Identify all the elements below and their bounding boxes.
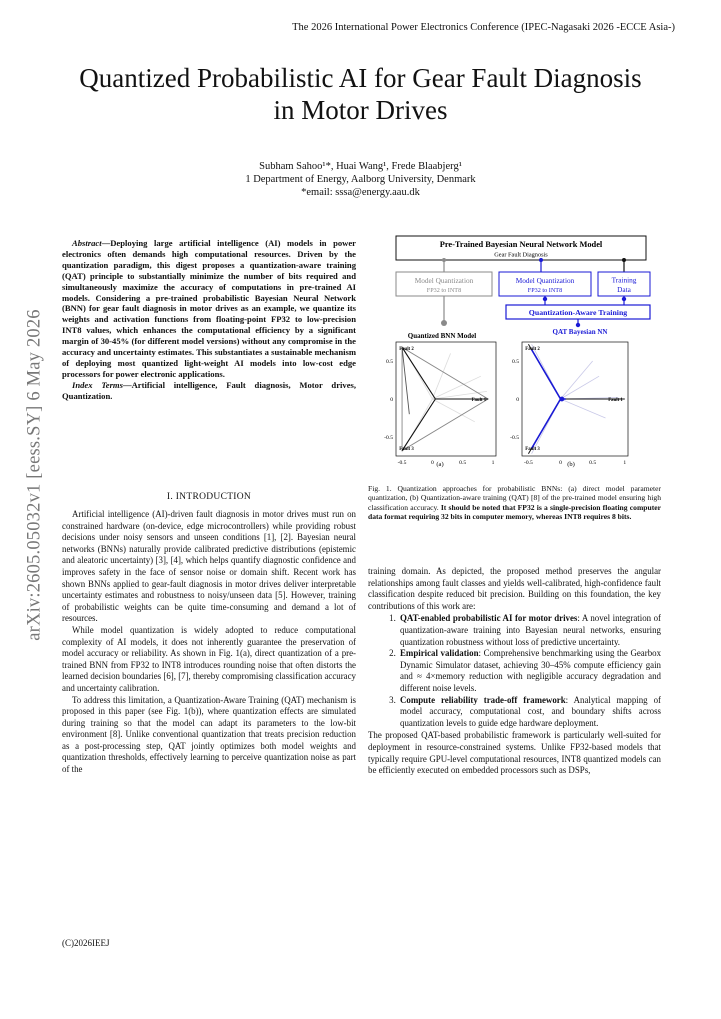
contribution-3-title: Compute reliability trade-off framework — [400, 694, 566, 705]
training-data-line-1: Training — [611, 275, 637, 285]
abstract-label: Abstract — [72, 238, 102, 248]
y-tick-label: -0.5 — [384, 435, 393, 441]
x-tick-label: 0 — [559, 460, 562, 466]
fault-3-label: Fault 3 — [525, 447, 540, 453]
y-tick-label: 0 — [516, 397, 519, 403]
connector-dot — [543, 297, 547, 301]
arxiv-stamp — [24, 275, 46, 675]
x-tick-label: 1 — [623, 460, 627, 466]
contributions-list — [368, 613, 661, 729]
x-tick-label: 0 — [430, 460, 434, 466]
origin-point — [559, 397, 564, 402]
figure-1 — [366, 232, 664, 472]
right-column-text — [368, 566, 661, 777]
introduction-text — [62, 509, 356, 776]
x-tick-label: -0.5 — [523, 460, 533, 466]
connector-dot — [441, 320, 447, 326]
mq-direct-title: Model Quantization — [414, 276, 474, 285]
qat-box-label: Quantization-Aware Training — [528, 308, 628, 318]
x-tick-label: -0.5 — [397, 460, 407, 466]
plot-a-title: Quantized BNN Model — [407, 332, 477, 340]
contribution-1-title: QAT-enabled probabilistic AI for motor drives — [400, 613, 578, 624]
plot-a — [384, 342, 496, 466]
plot-b-title: QAT Bayesian NN — [552, 328, 608, 336]
section-heading: I. INTRODUCTION — [166, 492, 252, 502]
y-tick-label: 0 — [390, 397, 393, 403]
figure-caption — [368, 484, 661, 522]
training-data-line-2: Data — [617, 285, 631, 294]
author-block — [40, 160, 681, 199]
x-tick-label: 1 — [491, 460, 495, 466]
plot-a-label: (a) — [436, 461, 444, 468]
contribution-item — [398, 648, 661, 694]
y-tick-label: 0.5 — [512, 359, 519, 365]
plot-b — [510, 342, 628, 466]
mq-qat-title: Model Quantization — [515, 276, 575, 285]
author-names: Subham Sahoo¹*, Huai Wang¹, Frede Blaabjerg¹ — [259, 161, 462, 172]
connector-dot — [442, 258, 446, 262]
connector-dot — [622, 297, 626, 301]
fault-3-label: Fault 3 — [399, 447, 414, 453]
intro-paragraph-3: To address this limitation, a Quantization-Aware Training (QAT) mechanism is proposed in this paper (see Fig. 1(b)), where quantization effects are simulated during training so that the model can adapt its parameters to the low-bit environment [8]. Unlike conventional quantization that treats precision reduction as a post-processing step, QAT jointly optimizes both model weights and quantization thresholds, effectively learning to perceive quantization noise as part of the — [62, 694, 356, 775]
right-paragraph-2: The proposed QAT-based probabilistic framework is particularly well-suited for deployment in resource-constrained systems. Unlike FP32-based models that typically require GPU-level computational resources, INT8 quantized models can be efficiently executed on embedded processors such as DSPs, — [368, 730, 661, 776]
index-terms-text: —Artificial intelligence, Fault diagnosis, Motor drives, Quantization. — [62, 379, 356, 401]
abstract-text: —Deploying large artificial intelligence (AI) models in power electronics often demands high computational resources. Driven by the quantization paradigm, this digest proposes a quantization-aware training (QAT) principle to substantially minimize the number of bits required and simultaneously maximize the accuracy of computations in pre-trained AI models. Considering a pre-trained probabilistic Bayesian Neural Network (BNN) for gear fault diagnosis in motor drives as an example, we quantize its weights and activation functions from floating-point FP32 to low-precision INT8 values, which enhances the computational efficiency by a significant margin of 30-45% (for different model versions) without any compromise in the accuracy and uncertainty estimates. This substantiates a sustainable mechanism of deploying most quantized light-weight AI models into low-cost edge processors for power electronic applications. — [62, 238, 356, 379]
fault-1-label: Fault 1 — [471, 398, 487, 403]
arxiv-stamp-text: arXiv:2605.05032v1 [eess.SY] 6 May 2026 — [24, 309, 45, 641]
caption-bold: It should be noted that FP32 is a single-precision floating computer data format requiring 32 bits in computer memory, whereas INT8 requires 8 bits. — [368, 502, 661, 522]
intro-paragraph-2: While model quantization is widely adopted to reduce computational complexity of AI models, it does not inherently guarantee the preservation of model accuracy or reliability. As shown in Fig. 1(a), direct quantization of a pre-trained BNN from FP32 to INT8 introduces rounding noise that often distorts the learned decision boundaries [6], [7], thereby compromising classification accuracy and uncertainty calibration. — [62, 624, 356, 693]
y-tick-label: -0.5 — [510, 435, 519, 441]
mq-direct-subtitle: FP32 to INT8 — [426, 287, 462, 294]
pretrained-model-title: Pre-Trained Bayesian Neural Network Model — [439, 240, 603, 249]
connector-dot — [576, 323, 580, 327]
title-line-2: in Motor Drives — [273, 95, 448, 125]
contribution-item — [398, 613, 661, 648]
mq-qat-subtitle: FP32 to INT8 — [527, 287, 563, 294]
intro-paragraph-1: Artificial intelligence (AI)-driven fault diagnosis in motor drives must run on constrained hardware (on-device, edge microcontrollers) while providing robust decisions under noisy sensors and unseen conditions [1], [2]. Bayesian neural networks (BNNs) naturally provide calibrated predictive distributions (epistemic and aleatoric uncertainty) [3], [4], which helps quantify diagnostic confidence and improves safety in the face of sensor noise or domain shift. Recent work has shown BNNs applied to gear-fault diagnosis in motor drives deliver interpretable uncertainty estimates and robustness to noisy/unseen data [5]. However, training of probabilistic weights can be quite time-consuming and demand a lot of resources. — [62, 509, 356, 624]
fault-2-label: Fault 2 — [525, 346, 540, 352]
index-terms-label: Index Terms — [72, 379, 123, 390]
y-tick-label: 0.5 — [386, 359, 393, 365]
author-email: *email: sssa@energy.aau.dk — [301, 187, 420, 198]
contribution-1-text: : A novel integration of quantization-aware training into Bayesian neural networks, ensuring quantization robustness without loss of predictive uncertainty. — [400, 613, 661, 647]
contribution-2-text: : Comprehensive benchmarking using the Gearbox Dynamic Simulator dataset, achieving 30–45% compute efficiency gain and ≈ 4×memory reduction with negligible accuracy degradation and different noise levels. — [400, 648, 662, 693]
author-affiliation: 1 Department of Energy, Aalborg University, Denmark — [245, 174, 476, 185]
connector-dot — [622, 258, 626, 262]
pretrained-model-subtitle: Gear Fault Diagnosis — [494, 251, 548, 259]
contribution-3-text: : Analytical mapping of model accuracy, computational cost, and boundary shifts across quantization levels to guide edge hardware deployment. — [400, 694, 661, 728]
paper-title — [40, 62, 681, 126]
connector-dot — [539, 258, 543, 262]
right-paragraph-1: training domain. As depicted, the proposed method preserves the angular relationships among fault classes and yields well-calibrated, high-confidence fault classification despite reduced bit precision. Building on this foundation, the key contributions of this work are: — [368, 566, 661, 611]
contribution-2-title: Empirical validation — [400, 648, 479, 659]
fault-2-label: Fault 2 — [399, 346, 414, 352]
fault-1-label: Fault 1 — [608, 398, 623, 403]
title-line-1: Quantized Probabilistic AI for Gear Fault Diagnosis — [79, 63, 642, 93]
x-tick-label: 0.5 — [459, 460, 467, 466]
abstract — [62, 238, 356, 402]
conference-header: The 2026 International Power Electronics Conference (IPEC-Nagasaki 2026 -ECCE Asia-) — [292, 22, 675, 33]
x-tick-label: 0.5 — [589, 460, 597, 466]
caption-text: Fig. 1. Quantization approaches for probabilistic BNNs: (a) direct model parameter quantization, (b) Quantization-aware training (QAT) [8] of the pre-trained model ensuring high classification accuracy. — [368, 484, 661, 512]
contribution-item — [398, 695, 661, 730]
plot-b-label: (b) — [567, 461, 575, 468]
copyright-footer: (C)2026IEEJ — [62, 938, 110, 948]
